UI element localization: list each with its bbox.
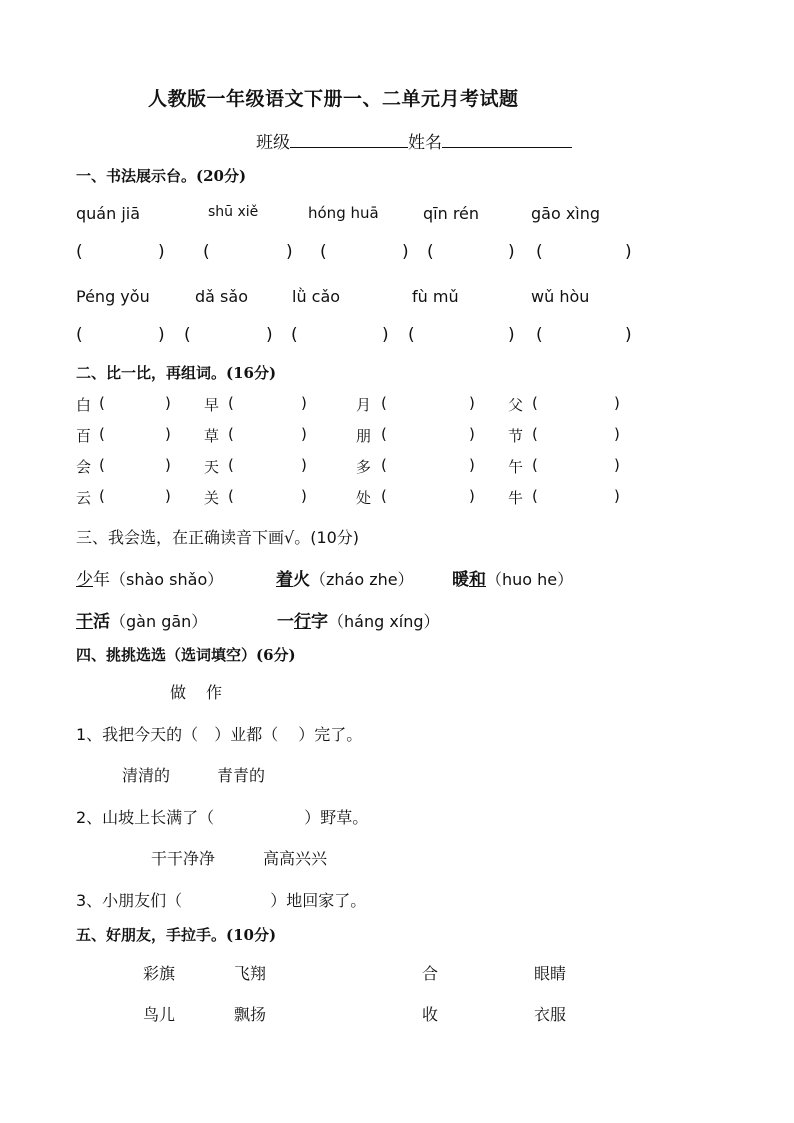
word-option: 高高兴兴	[263, 849, 328, 868]
class-field	[256, 128, 572, 153]
question-text: 2、山坡上长满了（	[76, 808, 215, 827]
paren-close: )	[508, 242, 515, 262]
answer-paren-open[interactable]: (	[381, 425, 387, 443]
page-title: 人教版一年级语文下册一、二单元月考试题	[148, 88, 519, 110]
section-2-heading: 二、比一比，再组词。(16分)	[76, 364, 277, 382]
choice-char-underlined: 少	[76, 570, 93, 590]
compare-char: 百	[76, 427, 92, 445]
choice-char-underlined: 着	[276, 570, 293, 590]
answer-paren-open[interactable]: (	[381, 487, 387, 505]
pinyin-4: qīn rén	[423, 204, 480, 223]
paren-close: )	[625, 242, 632, 262]
question-text: ）业都（	[214, 725, 279, 744]
answer-paren-close: )	[165, 425, 171, 443]
choice-char: 一	[277, 612, 294, 632]
paren-close: )	[382, 325, 389, 345]
question-text: 3、小朋友们（	[76, 891, 183, 910]
answer-paren-close: )	[614, 456, 620, 474]
paren-open: (	[184, 325, 191, 345]
paren-close: )	[158, 242, 165, 262]
paren-open: (	[291, 325, 298, 345]
paren-open: (	[408, 325, 415, 345]
answer-paren-open[interactable]: (	[532, 456, 538, 474]
paren-open: (	[203, 242, 210, 262]
answer-paren-close: )	[301, 394, 307, 412]
answer-paren-close: )	[469, 394, 475, 412]
match-word[interactable]: 彩旗	[143, 964, 176, 983]
compare-char: 会	[76, 458, 92, 476]
name-blank[interactable]	[442, 130, 572, 148]
choice-pinyin[interactable]: （gàn gān）	[110, 612, 208, 631]
paren-open: (	[76, 242, 83, 262]
compare-char: 关	[204, 489, 220, 507]
answer-paren-close: )	[301, 456, 307, 474]
choice-char-underlined: 行	[294, 612, 311, 632]
word-option: 青青的	[217, 766, 266, 785]
compare-char: 牛	[508, 489, 524, 507]
compare-char: 草	[204, 427, 220, 445]
answer-paren-open[interactable]: (	[228, 394, 234, 412]
match-word[interactable]: 飘扬	[234, 1005, 267, 1024]
answer-paren-close: )	[165, 456, 171, 474]
compare-char: 早	[204, 396, 220, 414]
pinyin-1: quán jiā	[76, 204, 141, 223]
compare-char: 节	[508, 427, 524, 445]
choice-item-5	[277, 607, 440, 632]
question-text: ）地回家了。	[270, 891, 367, 910]
answer-paren-open[interactable]: (	[99, 487, 105, 505]
paren-close: )	[508, 325, 515, 345]
compare-char: 处	[356, 489, 372, 507]
choice-char: 暖	[452, 570, 469, 590]
answer-paren-close: )	[469, 425, 475, 443]
match-word[interactable]: 合	[422, 964, 439, 983]
question-text: ）野草。	[304, 808, 369, 827]
paren-close: )	[402, 242, 409, 262]
answer-paren-open[interactable]: (	[228, 456, 234, 474]
section-4-heading: 四、挑挑选选（选词填空）(6分)	[76, 646, 296, 664]
compare-char: 月	[356, 396, 372, 414]
choice-char: 火	[293, 570, 310, 590]
answer-paren-open[interactable]: (	[381, 394, 387, 412]
question-2	[76, 805, 368, 828]
answer-paren-close: )	[614, 425, 620, 443]
choice-pinyin[interactable]: （zháo zhe）	[310, 570, 414, 589]
word-option: 干干净净	[151, 849, 216, 868]
section-3-heading: 三、我会选，在正确读音下画√。(10分)	[76, 528, 360, 547]
match-word[interactable]: 飞翔	[234, 964, 267, 983]
choice-char-underlined: 和	[469, 570, 486, 590]
answer-paren-close: )	[301, 425, 307, 443]
section-5-heading: 五、好朋友，手拉手。(10分)	[76, 926, 277, 944]
compare-char: 天	[204, 458, 220, 476]
choice-pinyin[interactable]: （huo he）	[486, 570, 574, 589]
compare-char: 午	[508, 458, 524, 476]
question-text: ）完了。	[298, 725, 363, 744]
paren-open: (	[536, 242, 543, 262]
compare-char: 多	[356, 458, 372, 476]
answer-paren-open[interactable]: (	[99, 425, 105, 443]
paren-open: (	[427, 242, 434, 262]
choice-pinyin[interactable]: （háng xíng）	[328, 612, 440, 631]
question-3	[76, 888, 366, 911]
name-label: 姓名	[408, 133, 442, 153]
match-word[interactable]: 衣服	[534, 1005, 567, 1024]
pinyin-6: Péng yǒu	[76, 287, 150, 306]
section-1-heading: 一、书法展示台。(20分)	[76, 167, 247, 185]
paren-open: (	[320, 242, 327, 262]
compare-char: 白	[76, 396, 92, 414]
question-1	[76, 722, 362, 745]
choice-char: 活	[93, 612, 110, 632]
answer-paren-open[interactable]: (	[532, 425, 538, 443]
pinyin-7: dǎ sǎo	[195, 287, 248, 306]
answer-paren-close: )	[301, 487, 307, 505]
pinyin-2: shū xiě	[208, 204, 259, 220]
word-option: 清清的	[122, 766, 171, 785]
choice-char-underlined: 干	[76, 612, 93, 632]
answer-paren-open[interactable]: (	[532, 394, 538, 412]
answer-paren-open[interactable]: (	[228, 487, 234, 505]
choice-item-3	[452, 565, 573, 590]
answer-paren-close: )	[165, 487, 171, 505]
pinyin-8: lǜ cǎo	[292, 287, 341, 306]
choice-item-2	[276, 565, 414, 590]
paren-close: )	[266, 325, 273, 345]
paren-close: )	[286, 242, 293, 262]
pinyin-3: hóng huā	[308, 204, 379, 222]
paren-open: (	[536, 325, 543, 345]
pinyin-10: wǔ hòu	[531, 287, 590, 306]
answer-paren-open[interactable]: (	[228, 425, 234, 443]
class-label: 班级	[256, 133, 290, 153]
choice-item-1	[76, 565, 223, 590]
compare-char: 父	[508, 396, 524, 414]
compare-char: 云	[76, 489, 92, 507]
answer-paren-close: )	[165, 394, 171, 412]
answer-paren-open[interactable]: (	[532, 487, 538, 505]
choice-char: 年	[93, 570, 110, 590]
answer-paren-open[interactable]: (	[99, 394, 105, 412]
class-blank[interactable]	[290, 130, 408, 148]
answer-paren-close: )	[469, 487, 475, 505]
pinyin-5: gāo xìng	[531, 204, 601, 223]
answer-paren-close: )	[614, 487, 620, 505]
word-option: 做	[170, 683, 187, 702]
match-word[interactable]: 鸟儿	[143, 1005, 176, 1024]
answer-paren-close: )	[469, 456, 475, 474]
paren-open: (	[76, 325, 83, 345]
choice-item-4	[76, 607, 207, 632]
pinyin-9: fù mǔ	[412, 287, 459, 306]
paren-close: )	[158, 325, 165, 345]
answer-paren-open[interactable]: (	[381, 456, 387, 474]
question-text: 1、我把今天的（	[76, 725, 199, 744]
choice-pinyin[interactable]: （shào shǎo）	[110, 570, 224, 589]
choice-char: 字	[311, 612, 328, 632]
answer-paren-open[interactable]: (	[99, 456, 105, 474]
word-option: 作	[206, 683, 223, 702]
compare-char: 朋	[356, 427, 372, 445]
paren-close: )	[625, 325, 632, 345]
match-word[interactable]: 眼睛	[534, 964, 567, 983]
answer-paren-close: )	[614, 394, 620, 412]
match-word[interactable]: 收	[422, 1005, 439, 1024]
